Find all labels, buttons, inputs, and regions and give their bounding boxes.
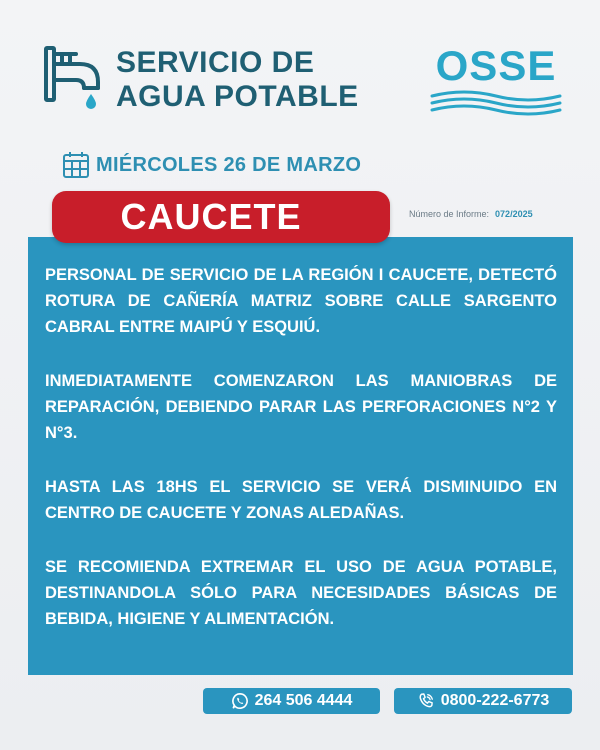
service-title xyxy=(116,46,359,114)
whatsapp-number: 264 506 4444 xyxy=(254,692,353,709)
paragraph-1: PERSONAL DE SERVICIO DE LA REGIÓN I CAUCETE, DETECTÓ ROTURA DE CAÑERÍA MATRIZ SOBRE CALLE SARGENTO CABRAL ENTRE MAIPÚ Y ESQUIÚ. xyxy=(45,266,557,336)
notice-body xyxy=(45,262,557,660)
header xyxy=(0,0,600,150)
paragraph-3: HASTA LAS 18HS EL SERVICIO SE VERÁ DISMINUIDO EN CENTRO DE CAUCETE Y ZONAS ALEDAÑAS. xyxy=(45,478,557,522)
waves-icon xyxy=(430,90,562,116)
phone-contact[interactable] xyxy=(394,688,572,714)
title-line-2: AGUA POTABLE xyxy=(116,80,359,113)
phone-number: 0800-222-6773 xyxy=(440,692,550,709)
calendar-icon xyxy=(62,151,90,179)
city-badge xyxy=(52,191,390,243)
paragraph-4: SE RECOMIENDA EXTREMAR EL USO DE AGUA POTABLE, DESTINANDOLA SÓLO PARA NECESIDADES BÁSICAS DE BEBIDA, HIGIENE Y ALIMENTACIÓN. xyxy=(45,558,557,628)
report-number xyxy=(409,209,533,219)
city-name: CAUCETE xyxy=(120,196,302,237)
whatsapp-contact[interactable] xyxy=(203,688,380,714)
osse-logo xyxy=(428,42,564,116)
osse-logo-text: OSSE xyxy=(435,42,557,89)
report-value: 072/2025 xyxy=(495,209,533,219)
report-label: Número de Informe: xyxy=(409,209,490,219)
phone-icon xyxy=(417,692,435,710)
whatsapp-icon xyxy=(231,692,249,710)
title-line-1: SERVICIO DE xyxy=(116,46,315,79)
paragraph-2: INMEDIATAMENTE COMENZARON LAS MANIOBRAS DE REPARACIÓN, DEBIENDO PARAR LAS PERFORACIONES N°2 Y N°3. xyxy=(45,372,557,442)
date-row xyxy=(62,149,361,181)
notice-date: MIÉRCOLES 26 DE MARZO xyxy=(96,153,362,176)
faucet-icon xyxy=(40,38,108,110)
